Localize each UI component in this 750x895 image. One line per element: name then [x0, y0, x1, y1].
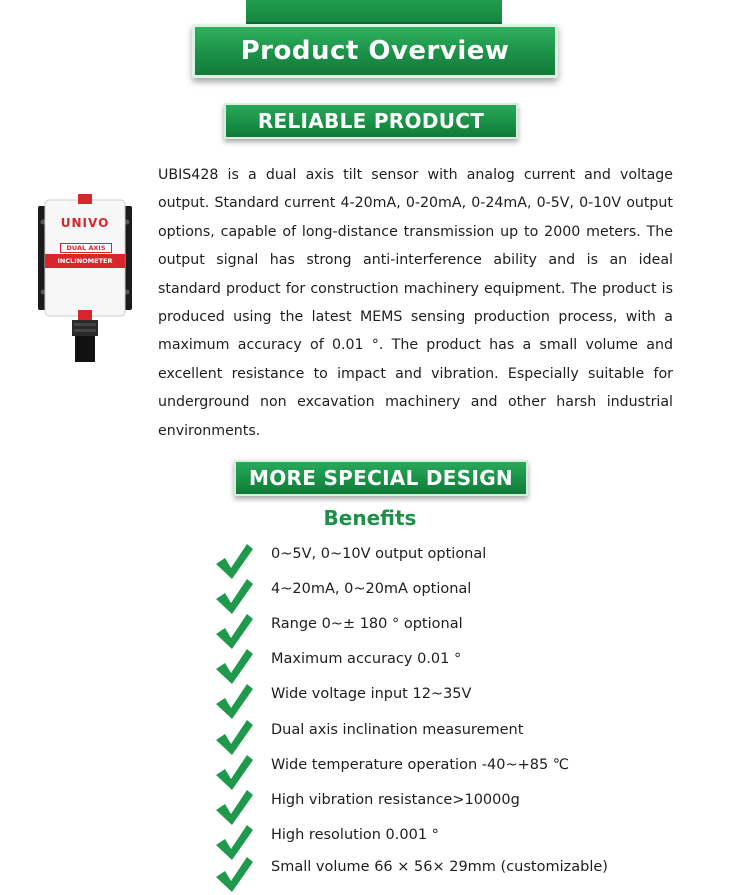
check-icon: [214, 577, 254, 617]
benefit-item: [214, 577, 714, 612]
product-brand: UNIVO: [60, 216, 110, 230]
product-description: UBIS428 is a dual axis tilt sensor with analog current and voltage output. Standard current 4-20mA, 0-20mA, 0-24mA, 0-5V, 0-10V output options, capable of long-distance transmission up to 2000 meters. The output signal has strong anti-interference ability and is an ideal standard product for construction machinery equipment. The product is produced using the latest MEMS sensing production process, with a maximum accuracy of 0.01 °. The product has a small volume and excellent resistance to impact and vibration. Especially suitable for underground non excavation machinery and other harsh industrial environments.: [158, 167, 673, 439]
benefit-item: [214, 823, 714, 858]
benefit-label: High vibration resistance>10000g: [271, 792, 520, 808]
benefit-item: [214, 718, 714, 753]
benefit-item: [214, 753, 714, 788]
benefit-item: [214, 647, 714, 682]
product-image: [38, 192, 132, 362]
benefit-label: Range 0~± 180 ° optional: [271, 616, 463, 632]
benefit-item: [214, 682, 714, 717]
check-icon: [214, 855, 254, 895]
check-icon: [214, 612, 254, 652]
benefit-label: Dual axis inclination measurement: [271, 722, 524, 738]
check-icon: [214, 542, 254, 582]
page-title: Product Overview: [192, 24, 558, 78]
benefit-item: [214, 612, 714, 647]
benefit-item: [214, 542, 714, 577]
check-icon: [214, 788, 254, 828]
top-strip-decoration: [246, 0, 502, 24]
benefit-label: Wide voltage input 12~35V: [271, 686, 472, 702]
product-label-line2: INCLINOMETER: [57, 257, 113, 265]
benefit-item: [214, 788, 714, 823]
check-icon: [214, 753, 254, 793]
benefit-label: 4~20mA, 0~20mA optional: [271, 581, 472, 597]
check-icon: [214, 647, 254, 687]
benefit-label: Small volume 66 × 56× 29mm (customizable): [271, 859, 608, 875]
benefit-label: 0~5V, 0~10V output optional: [271, 546, 487, 562]
benefits-title: Benefits: [323, 506, 417, 530]
more-special-design-heading: MORE SPECIAL DESIGN: [234, 460, 528, 496]
benefit-label: High resolution 0.001 °: [271, 827, 439, 843]
benefit-item: [214, 855, 714, 890]
reliable-product-heading: RELIABLE PRODUCT: [224, 103, 518, 139]
check-icon: [214, 682, 254, 722]
check-icon: [214, 718, 254, 758]
product-label-line1: DUAL AXIS: [60, 243, 112, 253]
benefit-label: Wide temperature operation -40~+85 ℃: [271, 757, 570, 773]
benefit-label: Maximum accuracy 0.01 °: [271, 651, 462, 667]
